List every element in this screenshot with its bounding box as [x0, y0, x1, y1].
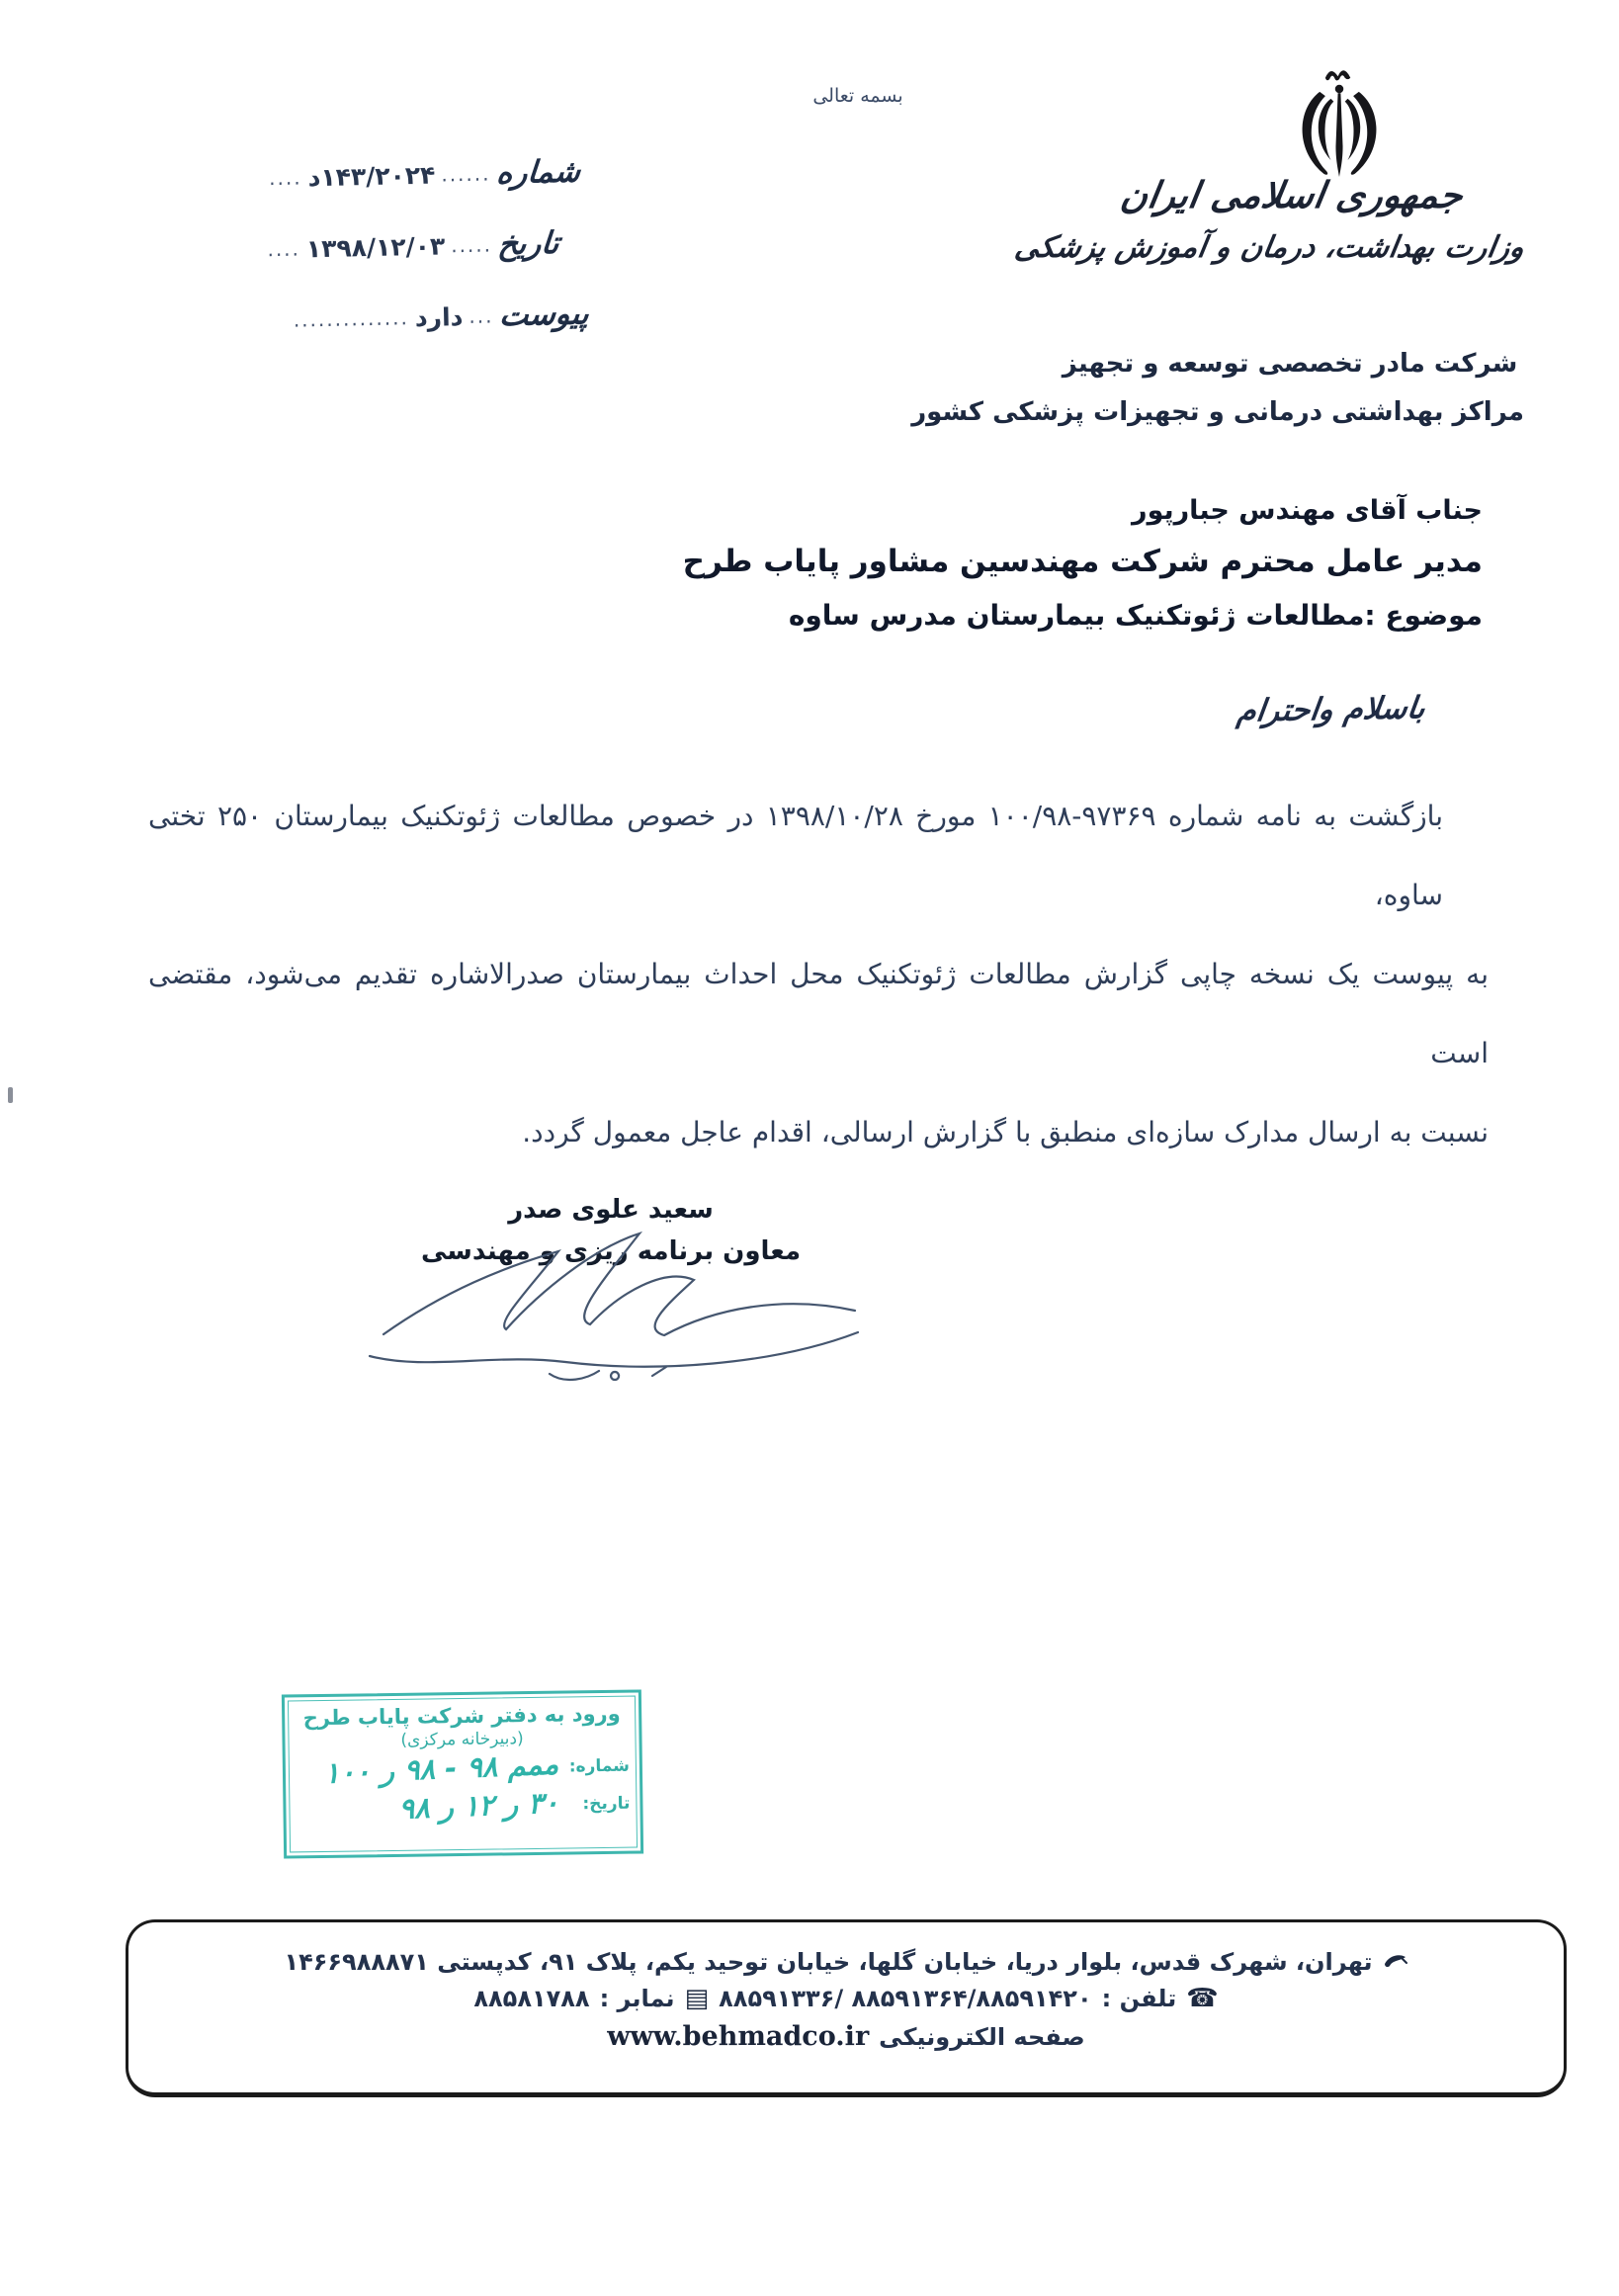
reference-fields [146, 135, 595, 358]
dotted-leader: ..... [450, 232, 493, 258]
recipient-name: جناب آقای مهندس جبارپور [1132, 495, 1483, 526]
letter-body [148, 777, 1489, 1172]
ref-number-label: شماره [494, 153, 582, 192]
recipient-position: مدیر عامل محترم شرکت مهندسین مشاور پایاب طرح [682, 544, 1483, 579]
ref-date-row [147, 207, 593, 287]
phone-label: تلفن : [1101, 1985, 1177, 2012]
stamp-number-row [286, 1747, 639, 1790]
footer-address-row [128, 1948, 1564, 1976]
dotted-leader: .............. [293, 305, 410, 332]
ref-attachment-row [149, 278, 595, 358]
fax-number: ۸۸۵۸۱۷۸۸ [473, 1985, 590, 2012]
phone-numbers: ۸۸۵۹۱۳۳۶/ ۸۸۵۹۱۳۶۴/۸۸۵۹۱۴۲۰ [719, 1985, 1092, 2012]
footer-web-row [128, 2021, 1564, 2052]
fax-label: نمابر : [599, 1985, 675, 2012]
web-label: صفحه الکترونیکی [879, 2022, 1085, 2051]
republic-title: جمهوری اسلامی ایران [1117, 174, 1467, 216]
handwritten-signature [356, 1224, 890, 1397]
stamp-number-handwritten: ۱۰۰ ر ۹۸ - ۹۸ ممم [323, 1746, 559, 1791]
organization-line1: شرکت مادر تخصصی توسعه و تجهیز [1062, 349, 1518, 379]
dotted-leader: .... [268, 165, 302, 191]
receiving-stamp [282, 1689, 643, 1858]
body-line: بازگشت به نامه شماره ۹۷۳۶۹-۱۰۰/۹۸ مورخ ۱۳۹۸/۱۰/۲۸ در خصوص مطالعات ژئوتکنیک بیمارستان ۲۵۰ تختی ساوه، [148, 800, 1443, 911]
stamp-subtitle: (دبیرخانه مرکزی) [400, 1729, 524, 1750]
ref-attachment-value: دارد [414, 301, 464, 332]
stamp-number-label: شماره: [568, 1755, 631, 1777]
letter-subject: موضوع :مطالعات ژئوتکنیک بیمارستان مدرس ساوه [788, 599, 1483, 632]
body-line: نسبت به ارسال مدارک سازه‌ای منطبق با گزارش ارسالی، اقدام عاجل معمول گردد. [522, 1116, 1489, 1148]
footer-address-text: تهران، شهرک قدس، بلوار دریا، خیابان گلها، خیابان توحید یکم، پلاک ۹۱، کدپستی ۱۴۶۶۹۸۸۸۷۱ [284, 1948, 1373, 1976]
scan-artifact [8, 1087, 13, 1103]
bismillah-text: بسمه تعالی [812, 85, 903, 107]
organization-line2: مراکز بهداشتی درمانی و تجهیزات پزشکی کشور [911, 397, 1524, 427]
dotted-leader: ... [469, 303, 494, 328]
ref-number-value: د۱۴۳/۲۰۲۴ [307, 160, 436, 192]
ref-number-row [146, 135, 592, 215]
letterhead-footer [126, 1919, 1567, 2097]
ref-attachment-label: پیوست [497, 296, 591, 334]
fax-icon: ▤ [684, 1984, 710, 2013]
footer-contact-row [128, 1985, 1564, 2012]
ministry-title: وزارت بهداشت، درمان و آموزش پزشکی [1012, 230, 1527, 265]
stamp-date-label: تاریخ: [582, 1793, 631, 1815]
signer-title: معاون برنامه ریزی و مهندسی [420, 1236, 802, 1266]
body-line: به پیوست یک نسخه چاپی گزارش مطالعات ژئوتکنیک محل احداث بیمارستان صدرالاشاره تقدیم می‌شود، مقتضی است [148, 958, 1489, 1069]
website-url: www.behmadco.ir [607, 2021, 870, 2052]
ref-date-label: تاریخ [496, 224, 561, 263]
dotted-leader: ...... [441, 161, 491, 187]
organization-name [911, 340, 1524, 437]
government-header [1012, 174, 1527, 265]
phone-icon: ☎ [1186, 1984, 1219, 2013]
stamp-date-row [286, 1784, 639, 1827]
stamp-date-handwritten: ۹۸ ر ۱۲ ر ۳۰ [397, 1785, 560, 1827]
stamp-title: ورود به دفتر شرکت پایاب طرح [302, 1701, 621, 1731]
recipient-block [683, 488, 1483, 642]
address-hand-icon [1383, 1949, 1408, 1975]
dotted-leader: .... [267, 236, 301, 262]
ref-date-value: ۱۳۹۸/۱۲/۰۳ [305, 230, 446, 263]
salutation-text: باسلام واحترام [1236, 690, 1428, 729]
signer-name: سعید علوی صدر [508, 1195, 714, 1225]
